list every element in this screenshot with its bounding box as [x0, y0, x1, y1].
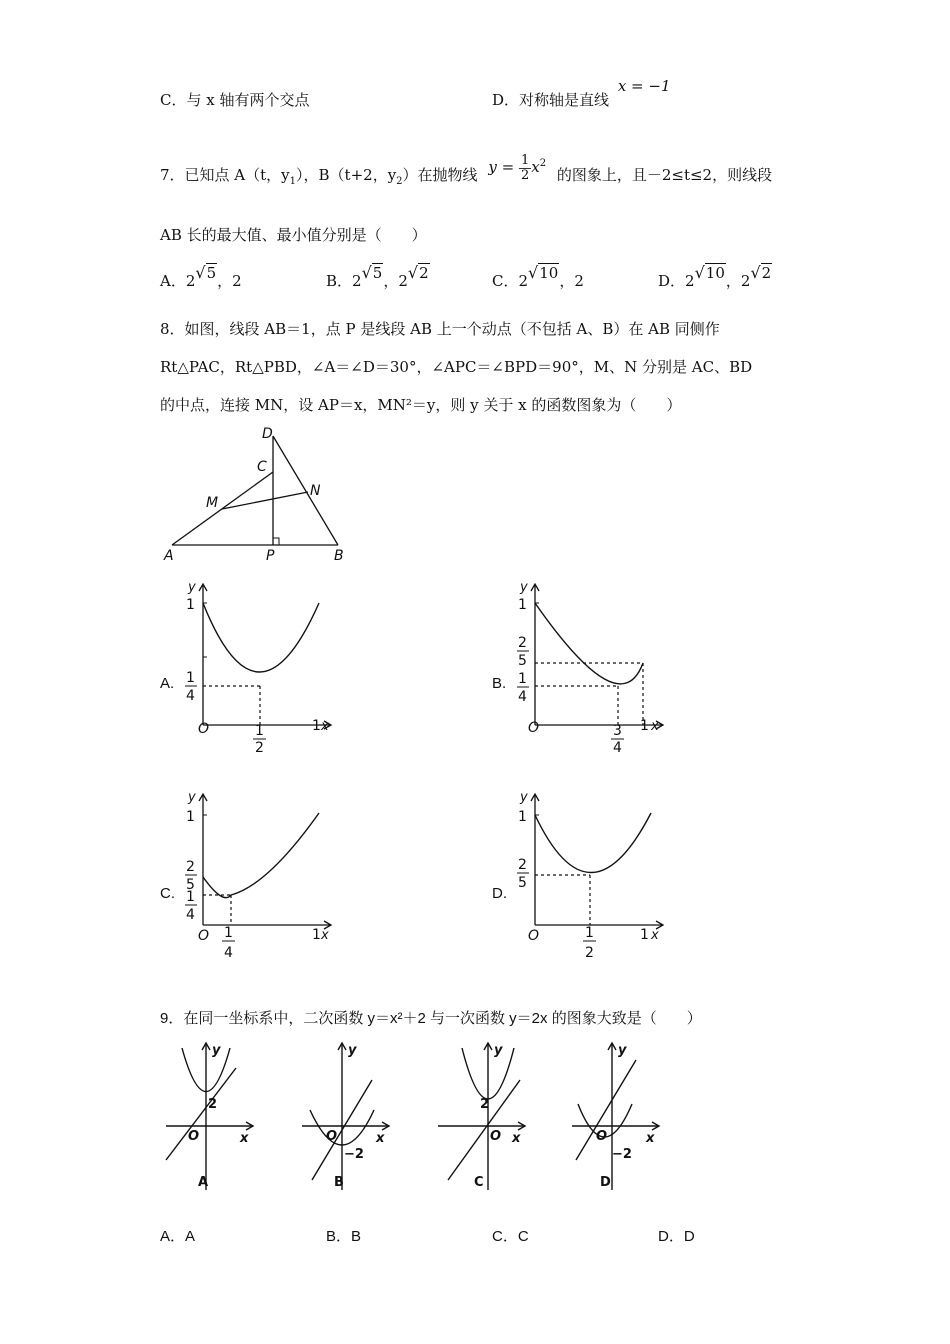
q9-option-d-value: D — [683, 1228, 695, 1245]
segment-mn — [222, 492, 308, 509]
curve — [203, 813, 319, 898]
q6-option-d-formula: x = −1 — [617, 77, 671, 95]
root-1 — [362, 263, 384, 282]
svg-text:D: D — [600, 1175, 611, 1190]
option-label: C． — [492, 272, 519, 290]
xtick-num: 1 — [255, 723, 264, 739]
q8-option-b-label[interactable]: B. — [492, 675, 507, 692]
xtick-1: 1 — [312, 927, 321, 943]
svg-text:x: x — [376, 1131, 385, 1146]
radicand: 2 — [419, 264, 429, 282]
q9-option-d[interactable] — [658, 1225, 695, 1246]
svg-text:1: 1 — [186, 889, 195, 905]
formula-exp: 2 — [539, 158, 547, 170]
tick-1: 1 — [518, 809, 527, 825]
formula-y: y = — [488, 158, 515, 177]
q9-option-c-value: C — [517, 1228, 529, 1245]
q9-graph-d[interactable] — [566, 1040, 666, 1200]
q8-stem-line1: 8．如图，线段 AB＝1，点 P 是线段 AB 上一个动点（不包括 A、B）在 AB 同侧作 — [160, 320, 720, 338]
svg-text:O: O — [326, 1129, 338, 1144]
q6-option-d-text: D．对称轴是直线 — [492, 91, 610, 109]
q7-text-1: 7．已知点 A（t，y — [160, 166, 290, 185]
root-1 — [528, 263, 559, 282]
radical-sign: √ — [694, 263, 705, 282]
radical-sign: √ — [361, 263, 372, 282]
q9-option-b-label: B． — [326, 1228, 352, 1245]
q8-graph-c[interactable] — [178, 785, 338, 970]
axis-x: x — [321, 928, 329, 943]
radical-sign: √ — [407, 263, 419, 282]
q9-option-a[interactable] — [160, 1225, 195, 1246]
origin: O — [198, 721, 210, 737]
q9-option-b-value: B — [351, 1228, 362, 1245]
xtick-1: 1 — [312, 718, 321, 734]
axis-x: x — [651, 928, 659, 943]
radical-sign: √ — [750, 263, 761, 282]
axis-x: x — [321, 719, 329, 734]
separator: ， — [383, 272, 399, 290]
origin: O — [528, 928, 540, 944]
q7-stem-line1 — [160, 153, 773, 190]
svg-text:2: 2 — [186, 859, 195, 875]
q8-option-d-label[interactable]: D. — [492, 885, 507, 902]
q7-option-c[interactable] — [492, 263, 584, 291]
svg-text:1: 1 — [585, 925, 594, 941]
svg-text:4: 4 — [518, 689, 527, 705]
label-b: B — [334, 548, 344, 564]
root-2 — [408, 263, 430, 282]
root-1 — [695, 263, 726, 282]
formula-num: 1 — [520, 153, 530, 168]
option-label: D． — [658, 272, 686, 290]
coefficient: 2 — [398, 272, 408, 290]
q7-sub-1: 1 — [289, 176, 297, 188]
label-c: C — [257, 459, 267, 475]
svg-text:y: y — [618, 1043, 627, 1058]
xtick-1: 1 — [640, 927, 649, 943]
svg-text:5: 5 — [186, 877, 195, 893]
q8-option-c-label[interactable]: C. — [160, 885, 175, 902]
right-angle-mark — [273, 538, 279, 545]
svg-text:2: 2 — [518, 635, 527, 651]
radicand: 10 — [705, 264, 725, 282]
q9-graph-b[interactable] — [296, 1040, 396, 1200]
formula-den: 2 — [520, 167, 530, 183]
svg-text:4: 4 — [613, 740, 622, 756]
q7-text-4: 的图象上，且－2≤t≤2，则线段 — [556, 166, 773, 185]
label-n: N — [310, 483, 321, 499]
axis-y: y — [520, 790, 528, 805]
q8-graph-d[interactable] — [510, 785, 670, 970]
coefficient: 2 — [185, 272, 196, 290]
svg-text:x: x — [646, 1131, 655, 1146]
tick-den: 4 — [186, 688, 195, 704]
axis-x: x — [651, 719, 659, 734]
svg-text:B: B — [334, 1175, 344, 1190]
axis-y: y — [188, 790, 196, 805]
svg-text:x: x — [240, 1131, 249, 1146]
svg-text:2: 2 — [480, 1097, 490, 1112]
radical-sign: √ — [528, 263, 539, 282]
coefficient: 2 — [352, 272, 362, 290]
coefficient: 2 — [685, 272, 695, 290]
q9-option-c-label: C． — [492, 1228, 518, 1245]
radical-sign: √ — [195, 263, 206, 282]
svg-text:−2: −2 — [344, 1147, 364, 1162]
q9-option-c[interactable] — [492, 1225, 529, 1246]
q6-option-c[interactable]: C．与 x 轴有两个交点 — [160, 91, 310, 109]
svg-text:2: 2 — [518, 857, 527, 873]
svg-text:−2: −2 — [612, 1147, 632, 1162]
svg-text:y: y — [348, 1043, 357, 1058]
radicand: 2 — [761, 264, 772, 282]
origin: O — [198, 928, 210, 944]
segment-db — [273, 436, 338, 545]
tick-1: 1 — [186, 809, 195, 825]
q7-text-3: ）在抛物线 — [402, 166, 478, 185]
label-d: D — [262, 426, 273, 442]
svg-text:y: y — [494, 1043, 503, 1058]
q9-graph-c[interactable] — [432, 1040, 532, 1200]
svg-text:O: O — [188, 1129, 200, 1144]
coefficient: 2 — [574, 272, 584, 290]
formula-x: x — [531, 158, 540, 177]
svg-text:y: y — [212, 1043, 221, 1058]
q9-option-b[interactable] — [326, 1225, 361, 1246]
svg-text:C: C — [474, 1175, 484, 1190]
parabola-formula — [488, 154, 546, 182]
q9-option-a-label: A． — [160, 1228, 186, 1245]
q7-option-d[interactable] — [658, 263, 772, 291]
q7-option-a[interactable] — [160, 263, 242, 291]
coefficient: 2 — [232, 272, 242, 290]
q8-stem-line2: Rt△PAC，Rt△PBD，∠A＝∠D＝30°，∠APC＝∠BPD＝90°，M、N 分别是 AC、BD — [160, 358, 753, 376]
q7-option-b[interactable] — [326, 263, 430, 291]
q7-text-2: ），B（t+2，y — [296, 166, 397, 185]
separator: ， — [725, 272, 741, 290]
axis-y: y — [188, 580, 196, 595]
radicand: 10 — [539, 264, 559, 282]
q7-sub-2: 2 — [396, 176, 403, 188]
tick-1: 1 — [518, 597, 527, 613]
axis-y: y — [520, 580, 528, 595]
xtick-1: 1 — [640, 718, 649, 734]
q8-option-a-label[interactable]: A. — [160, 675, 175, 692]
radicand: 5 — [206, 264, 217, 282]
tick-1: 1 — [186, 597, 195, 613]
q8-graph-b[interactable] — [510, 575, 670, 760]
option-label: A． — [160, 272, 186, 290]
svg-text:O: O — [596, 1129, 608, 1144]
svg-text:1: 1 — [518, 671, 527, 687]
formula-fraction — [519, 154, 531, 182]
svg-text:2: 2 — [585, 945, 594, 961]
curve — [535, 813, 651, 873]
tick-num: 1 — [186, 670, 195, 686]
xtick-den: 2 — [255, 740, 264, 756]
svg-text:x: x — [512, 1131, 521, 1146]
origin: O — [528, 720, 540, 736]
curve — [203, 603, 319, 672]
q6-option-d[interactable] — [492, 77, 671, 110]
svg-text:1: 1 — [224, 925, 233, 941]
curve — [535, 603, 643, 684]
svg-text:5: 5 — [518, 875, 527, 891]
root-2 — [750, 263, 772, 282]
q7-stem-line2: AB 长的最大值、最小值分别是（ ） — [160, 226, 427, 244]
coefficient: 2 — [518, 272, 529, 290]
root-1 — [195, 263, 217, 282]
separator: ， — [217, 272, 233, 290]
svg-text:5: 5 — [518, 653, 527, 669]
q9-stem: 9．在同一坐标系中，二次函数 y＝x²＋2 与一次函数 y＝2x 的图象大致是（ ） — [160, 1010, 702, 1027]
svg-text:3: 3 — [613, 723, 622, 739]
q9-option-d-label: D． — [658, 1228, 684, 1245]
radicand: 5 — [372, 264, 383, 282]
q8-graph-a[interactable] — [178, 575, 338, 760]
label-a: A — [164, 548, 174, 564]
svg-text:2: 2 — [208, 1097, 218, 1112]
svg-text:A: A — [198, 1175, 209, 1190]
label-m: M — [206, 495, 219, 511]
svg-text:O: O — [490, 1129, 502, 1144]
q8-figure — [160, 422, 360, 564]
separator: ， — [559, 272, 575, 290]
label-p: P — [266, 548, 275, 564]
option-label: B． — [326, 272, 353, 290]
q8-stem-line3: 的中点，连接 MN，设 AP＝x，MN²＝y，则 y 关于 x 的函数图象为（ ） — [160, 396, 682, 414]
coefficient: 2 — [740, 272, 751, 290]
svg-text:4: 4 — [224, 945, 233, 961]
q9-option-a-value: A — [185, 1228, 196, 1245]
q9-graph-a[interactable] — [160, 1040, 260, 1200]
svg-text:4: 4 — [186, 907, 195, 923]
